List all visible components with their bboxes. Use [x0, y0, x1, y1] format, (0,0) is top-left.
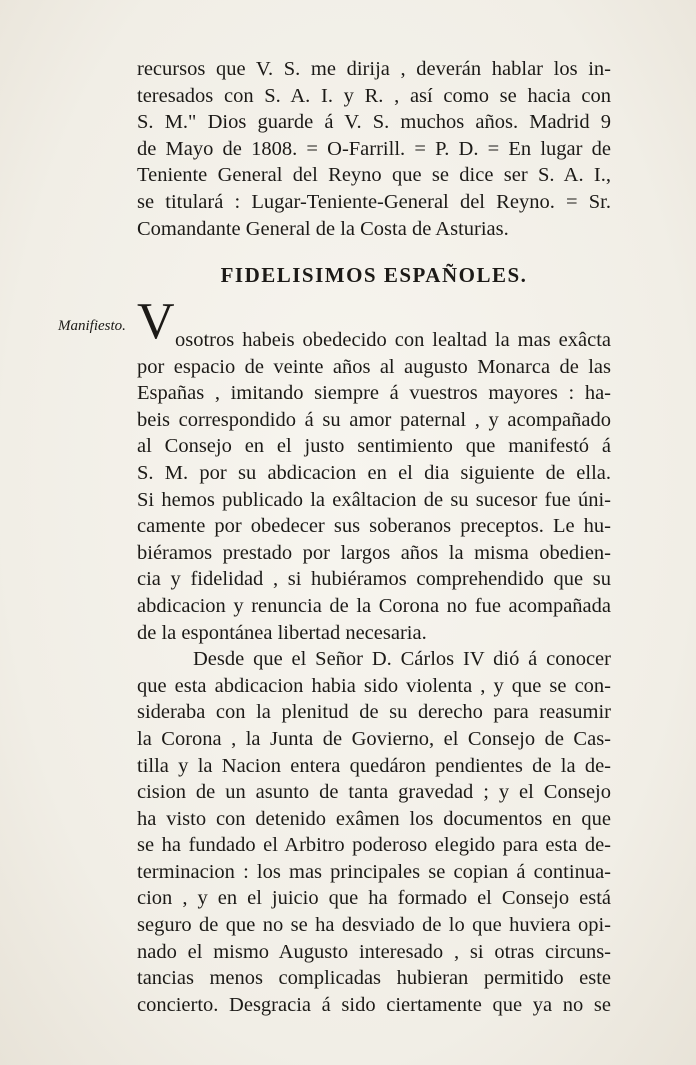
text-line: S. M." Dios guarde á V. S. muchos años. Madrid 9 [137, 111, 611, 134]
text-line: teresados con S. A. I. y R. , así como se hacia con [137, 84, 611, 107]
text-line: por espacio de veinte años al augusto Monarca de las [137, 355, 611, 378]
text-line: recursos que V. S. me dirija , deverán hablar los in- [137, 58, 611, 80]
text-line: se ha fundado el Arbitro poderoso elegido para esta de- [137, 834, 611, 857]
text-line: de la espontánea libertad necesaria. [137, 621, 427, 644]
text-line: tilla y la Nacion entera quedáron pendientes de la de- [137, 754, 611, 777]
text-line: camente por obedecer sus soberanos preceptos. Le hu- [137, 515, 611, 538]
text-line: cion , y en el juicio que ha formado el Consejo está [137, 887, 611, 910]
marginal-note: Manifiesto. [58, 318, 126, 334]
drop-cap: V [137, 293, 175, 350]
text-line: de Mayo de 1808. = O-Farrill. = P. D. = En lugar de [137, 137, 611, 160]
text-line: concierto. Desgracia á sido ciertamente que ya no se [137, 993, 611, 1016]
text-line: abdicacion y renuncia de la Corona no fue acompañada [137, 594, 611, 617]
text-line: osotros habeis obedecido con lealtad la mas exâcta [175, 329, 611, 351]
text-line: Comandante General de la Costa de Asturias. [137, 217, 509, 240]
text-line: al Consejo en el justo sentimiento que manifestó á [137, 435, 611, 458]
text-line: seguro de que no se ha desviado de lo que huviera opi- [137, 914, 611, 937]
text-line: beis correspondido á su amor paternal , y acompañado [137, 408, 611, 431]
text-line: tancias menos complicadas hubieran permitido este [137, 967, 611, 990]
text-line: Españas , imitando siempre á vuestros mayores : ha- [137, 382, 611, 405]
text-line: Teniente General del Reyno que se dice ser S. A. I., [137, 164, 611, 187]
text-line: sideraba con la plenitud de su derecho para reasumir [137, 701, 611, 724]
text-line: se titulará : Lugar-Teniente-General del Reyno. = Sr. [137, 190, 611, 213]
text-line: la Corona , la Junta de Govierno, el Consejo de Cas- [137, 727, 611, 750]
text-line: biéramos prestado por largos años la misma obedien- [137, 541, 611, 564]
text-line: cision de un asunto de tanta gravedad ; y el Consejo [137, 781, 611, 804]
text-line: que esta abdicacion habia sido violenta , y que se con- [137, 674, 611, 697]
text-line: ha visto con detenido exâmen los documentos en que [137, 807, 611, 830]
top-text-block [137, 56, 611, 242]
text-line: S. M. por su abdicacion en el dia siguiente de ella. [137, 461, 611, 484]
text-line: Si hemos publicado la exâltacion de su sucesor fue úni- [137, 488, 611, 511]
text-line: cia y fidelidad , si hubiéramos comprehendido que su [137, 568, 611, 591]
text-line: nado el mismo Augusto interesado , si otras circuns- [137, 940, 611, 963]
text-line: Desde que el Señor D. Cárlos IV dió á conocer [193, 648, 611, 671]
text-line: terminacion : los mas principales se copian á continua- [137, 860, 611, 883]
section-heading: FIDELISIMOS ESPAÑOLES. [220, 263, 528, 287]
body-text-block [137, 327, 611, 1018]
